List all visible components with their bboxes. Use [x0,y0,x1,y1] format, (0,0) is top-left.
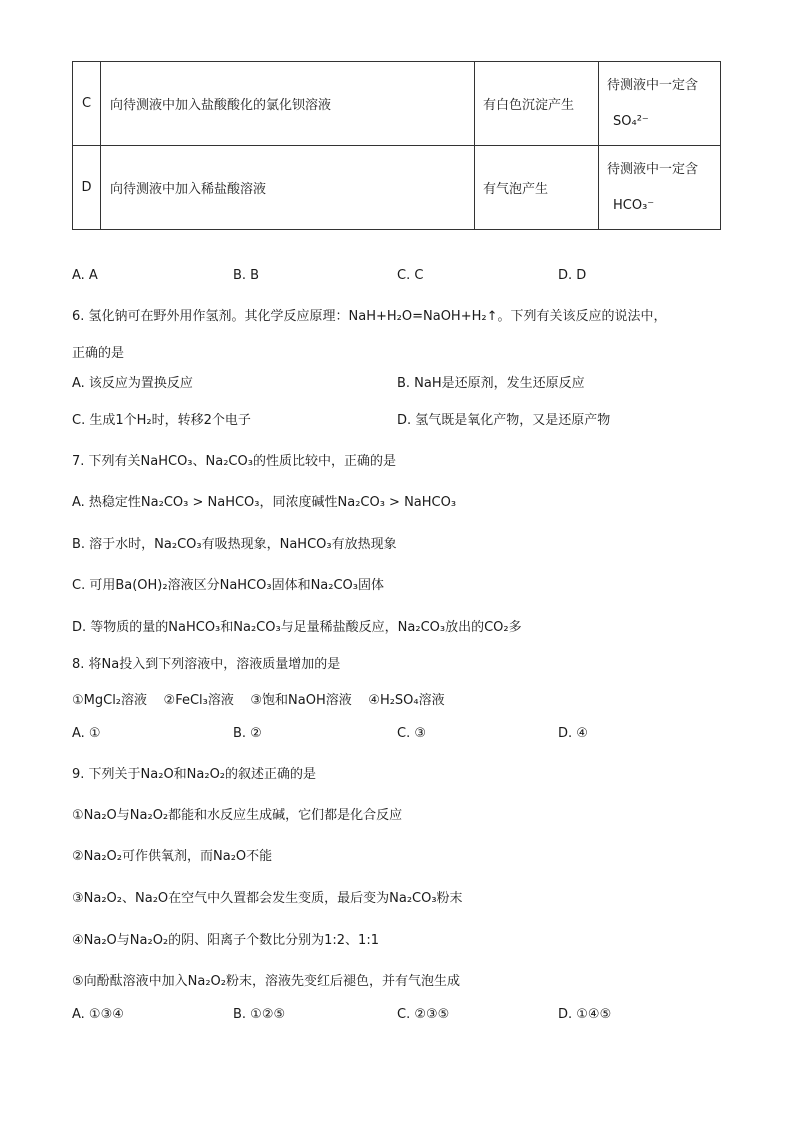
conclusion-formula: SO₄²⁻ [613,113,649,129]
q8-stem: 8. 将Na投入到下列溶液中，溶液质量增加的是 [72,657,341,672]
q9-statement: ③Na₂O₂、Na₂O在空气中久置都会发生变质，最后变为Na₂CO₃粉末 [72,891,463,906]
phenomenon-cell: 有气泡产生 [475,146,599,230]
q9-statement: ⑤向酚酞溶液中加入Na₂O₂粉末，溶液先变红后褪色，并有气泡生成 [72,974,461,989]
q6-option-b: B. NaH是还原剂，发生还原反应 [397,376,585,391]
q5-option-b: B. B [233,268,260,283]
q9-stem: 9. 下列关于Na₂O和Na₂O₂的叙述正确的是 [72,767,317,782]
table-row [73,146,721,230]
q6-option-c: C. 生成1个H₂时，转移2个电子 [72,413,251,428]
row-letter: C [73,62,101,146]
table-row [73,62,721,146]
q6-option-a: A. 该反应为置换反应 [72,376,193,391]
operation-cell: 向待测液中加入盐酸酸化的氯化钡溶液 [101,62,475,146]
q8-option-d: D. ④ [558,726,588,741]
q8-option-a: A. ① [72,726,101,741]
q5-option-a: A. A [72,268,98,283]
q8-option-c: C. ③ [397,726,426,741]
q7-option-b: B. 溶于水时，Na₂CO₃有吸热现象，NaHCO₃有放热现象 [72,537,397,552]
q9-option-d: D. ①④⑤ [558,1007,612,1022]
question-table [72,61,721,230]
q9-statement: ④Na₂O与Na₂O₂的阴、阳离子个数比分别为1:2、1:1 [72,933,379,948]
conclusion-line: 待测液中一定含 [607,161,699,177]
q7-option-d: D. 等物质的量的NaHCO₃和Na₂CO₃与足量稀盐酸反应，Na₂CO₃放出的CO₂多 [72,620,522,635]
q8-items: ①MgCl₂溶液 ②FeCl₃溶液 ③饱和NaOH溶液 ④H₂SO₄溶液 [72,693,445,708]
q6-stem-cont: 正确的是 [72,346,125,361]
q9-statement: ①Na₂O与Na₂O₂都能和水反应生成碱，它们都是化合反应 [72,808,403,823]
row-letter: D [73,146,101,230]
q8-option-b: B. ② [233,726,262,741]
q9-option-a: A. ①③④ [72,1007,124,1022]
conclusion-cell [599,62,721,146]
phenomenon-cell: 有白色沉淀产生 [475,62,599,146]
q7-stem: 7. 下列有关NaHCO₃、Na₂CO₃的性质比较中，正确的是 [72,454,396,469]
q9-option-c: C. ②③⑤ [397,1007,450,1022]
q9-option-b: B. ①②⑤ [233,1007,286,1022]
q5-option-d: D. D [558,268,587,283]
conclusion-line: 待测液中一定含 [607,77,699,93]
q7-option-a: A. 热稳定性Na₂CO₃ > NaHCO₃，同浓度碱性Na₂CO₃ > NaHCO₃ [72,495,457,510]
q7-option-c: C. 可用Ba(OH)₂溶液区分NaHCO₃固体和Na₂CO₃固体 [72,578,385,593]
operation-cell: 向待测液中加入稀盐酸溶液 [101,146,475,230]
q6-option-d: D. 氢气既是氧化产物，又是还原产物 [397,413,611,428]
q5-option-c: C. C [397,268,424,283]
q9-statement: ②Na₂O₂可作供氧剂，而Na₂O不能 [72,849,273,864]
q6-stem: 6. 氢化钠可在野外用作氢剂。其化学反应原理：NaH+H₂O=NaOH+H₂↑。下列有关该反应的说法中， [72,309,667,324]
conclusion-cell [599,146,721,230]
conclusion-formula: HCO₃⁻ [613,197,655,213]
